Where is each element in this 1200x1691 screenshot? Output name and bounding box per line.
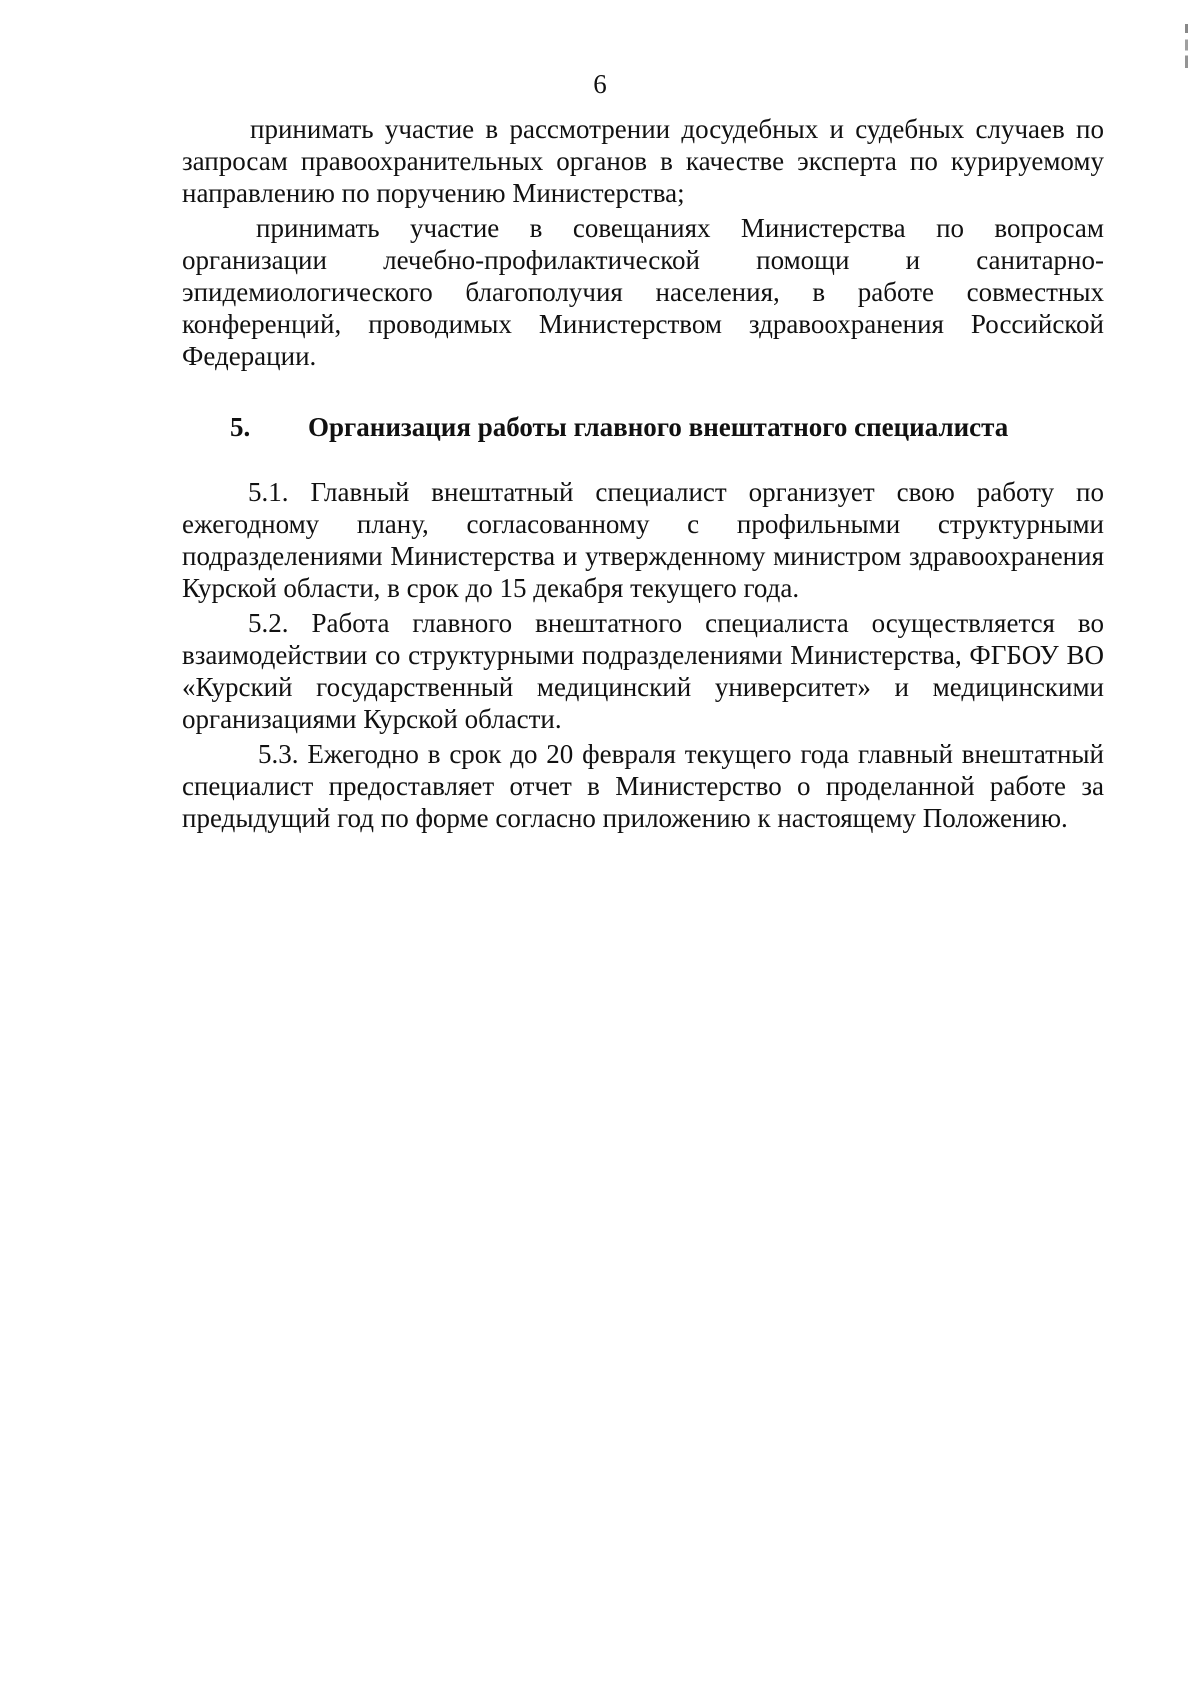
page-number: 6 bbox=[593, 69, 607, 99]
clause-5-1: 5.1. Главный внештатный специалист организует свою работу по ежегодному плану, согласованному с профильными структурными подразделениями Министерства и утвержденному министром здравоохранения Курской области, в срок до 15 декабря текущего года. bbox=[182, 477, 1104, 603]
paragraph-meetings: принимать участие в совещаниях Министерства по вопросам организации лечебно-профилактической помощи и санитарно-эпидемиологического благополучия населения, в работе совместных конференций, проводимых Министерством здравоохранения Российской Федерации. bbox=[182, 213, 1104, 371]
section-heading bbox=[230, 411, 1110, 443]
paragraph-court-cases: принимать участие в рассмотрении досудебных и судебных случаев по запросам правоохранительных органов в качестве эксперта по курируемому направлению по поручению Министерства; bbox=[182, 114, 1104, 208]
section-title: Организация работы главного внештатного специалиста bbox=[308, 412, 1009, 442]
scan-edge-mark bbox=[1185, 24, 1188, 68]
section-number: 5. bbox=[230, 412, 251, 442]
clause-5-2: 5.2. Работа главного внештатного специалиста осуществляется во взаимодействии со структурными подразделениями Министерства, ФГБОУ ВО «Курский государственный медицинский университет» и медицинскими организациями Курской области. bbox=[182, 608, 1104, 734]
clause-5-3: 5.3. Ежегодно в срок до 20 февраля текущего года главный внештатный специалист предоставляет отчет в Министерство о проделанной работе за предыдущий год по форме согласно приложению к настоящему Положению. bbox=[182, 739, 1104, 833]
